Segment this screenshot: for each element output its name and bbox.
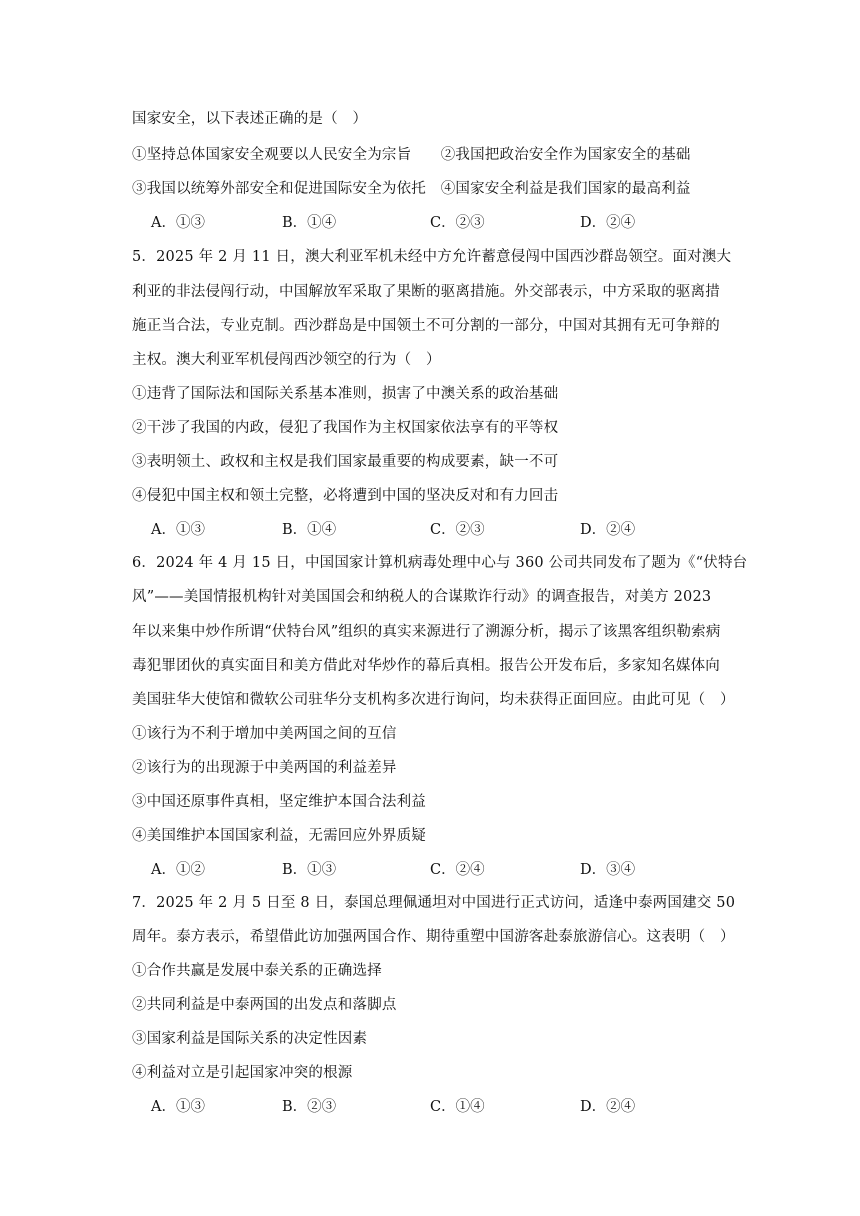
- q5-stem-line-4: 主权。澳大利亚军机侵闯西沙领空的行为（ ）: [132, 352, 441, 368]
- q6-statement-1: ①该行为不利于增加中美两国之间的互信: [132, 726, 397, 742]
- q7-statement-3: ③国家利益是国际关系的决定性因素: [132, 1031, 368, 1047]
- q6-options: [151, 860, 711, 880]
- q4-option-b[interactable]: B．①④: [282, 215, 337, 231]
- q7-option-b[interactable]: B．②③: [282, 1099, 337, 1115]
- q5-statement-1: ①违背了国际法和国际关系基本准则，损害了中澳关系的政治基础: [132, 386, 559, 402]
- q5-statement-3: ③表明领土、政权和主权是我们国家最重要的构成要素，缺一不可: [132, 454, 559, 470]
- q6-option-d[interactable]: D．③④: [580, 862, 636, 878]
- q4-option-d[interactable]: D．②④: [580, 215, 636, 231]
- q5-statement-4: ④侵犯中国主权和领土完整，必将遭到中国的坚决反对和有力回击: [132, 488, 559, 504]
- q6-statement-2: ②该行为的出现源于中美两国的利益差异: [132, 760, 397, 776]
- q5-options: [151, 520, 711, 540]
- q6-statement-4: ④美国维护本国国家利益，无需回应外界质疑: [132, 828, 426, 844]
- q4-option-c[interactable]: C．②③: [430, 215, 485, 231]
- q7-statement-4: ④利益对立是引起国家冲突的根源: [132, 1065, 353, 1081]
- q7-option-d[interactable]: D．②④: [580, 1099, 636, 1115]
- q7-stem-line-1: 7．2025 年 2 月 5 日至 8 日，泰国总理佩通坦对中国进行正式访问，适逢中泰两国建交 50: [132, 895, 736, 911]
- q4-statements-1-2: ①坚持总体国家安全观要以人民安全为宗旨 ②我国把政治安全作为国家安全的基础: [132, 147, 691, 163]
- q5-statement-2: ②干涉了我国的内政，侵犯了我国作为主权国家依法享有的平等权: [132, 420, 559, 436]
- q7-statement-2: ②共同利益是中泰两国的出发点和落脚点: [132, 997, 397, 1013]
- q6-stem-line-5: 美国驻华大使馆和微软公司驻华分支机构多次进行询问，均未获得正面回应。由此可见（ ）: [132, 692, 735, 708]
- q4-options: [151, 213, 711, 233]
- q7-stem-line-2: 周年。泰方表示，希望借此访加强两国合作、期待重塑中国游客赴泰旅游信心。这表明（ ）: [132, 929, 735, 945]
- q7-option-a[interactable]: A．①③: [151, 1099, 205, 1115]
- q6-stem-line-1: 6．2024 年 4 月 15 日，中国国家计算机病毒处理中心与 360 公司共同发布了题为《“伏特台: [132, 555, 748, 571]
- q6-option-c[interactable]: C．②④: [430, 862, 485, 878]
- q4-statements-3-4: ③我国以统筹外部安全和促进国际安全为依托 ④国家安全利益是我们国家的最高利益: [132, 181, 691, 197]
- q6-stem-line-3: 年以来集中炒作所谓“伏特台风”组织的真实来源进行了溯源分析，揭示了该黑客组织勒索病: [132, 624, 721, 640]
- q5-option-a[interactable]: A．①③: [151, 522, 205, 538]
- q5-stem-line-3: 施正当合法，专业克制。西沙群岛是中国领土不可分割的一部分，中国对其拥有无可争辩的: [132, 318, 720, 334]
- q6-statement-3: ③中国还原事件真相，坚定维护本国合法利益: [132, 794, 426, 810]
- q4-option-a[interactable]: A．①③: [151, 215, 205, 231]
- q6-option-a[interactable]: A．①②: [151, 862, 205, 878]
- q7-option-c[interactable]: C．①④: [430, 1099, 485, 1115]
- q7-options: [151, 1097, 711, 1117]
- q7-statement-1: ①合作共赢是发展中泰关系的正确选择: [132, 963, 382, 979]
- q5-stem-line-1: 5．2025 年 2 月 11 日，澳大利亚军机未经中方允许蓄意侵闯中国西沙群岛领空。面对澳大: [132, 249, 732, 265]
- q5-option-b[interactable]: B．①④: [282, 522, 337, 538]
- q4-stem-tail: 国家安全，以下表述正确的是（ ）: [132, 111, 368, 127]
- q6-stem-line-4: 毒犯罪团伙的真实面目和美方借此对华炒作的幕后真相。报告公开发布后，多家知名媒体向: [132, 658, 720, 674]
- q5-stem-line-2: 利亚的非法侵闯行动，中国解放军采取了果断的驱离措施。外交部表示，中方采取的驱离措: [132, 284, 720, 300]
- q5-option-c[interactable]: C．②③: [430, 522, 485, 538]
- q5-option-d[interactable]: D．②④: [580, 522, 636, 538]
- q6-option-b[interactable]: B．①③: [282, 862, 337, 878]
- q6-stem-line-2: 风”——美国情报机构针对美国国会和纳税人的合谋欺诈行动》的调查报告，对美方 2023: [132, 589, 712, 605]
